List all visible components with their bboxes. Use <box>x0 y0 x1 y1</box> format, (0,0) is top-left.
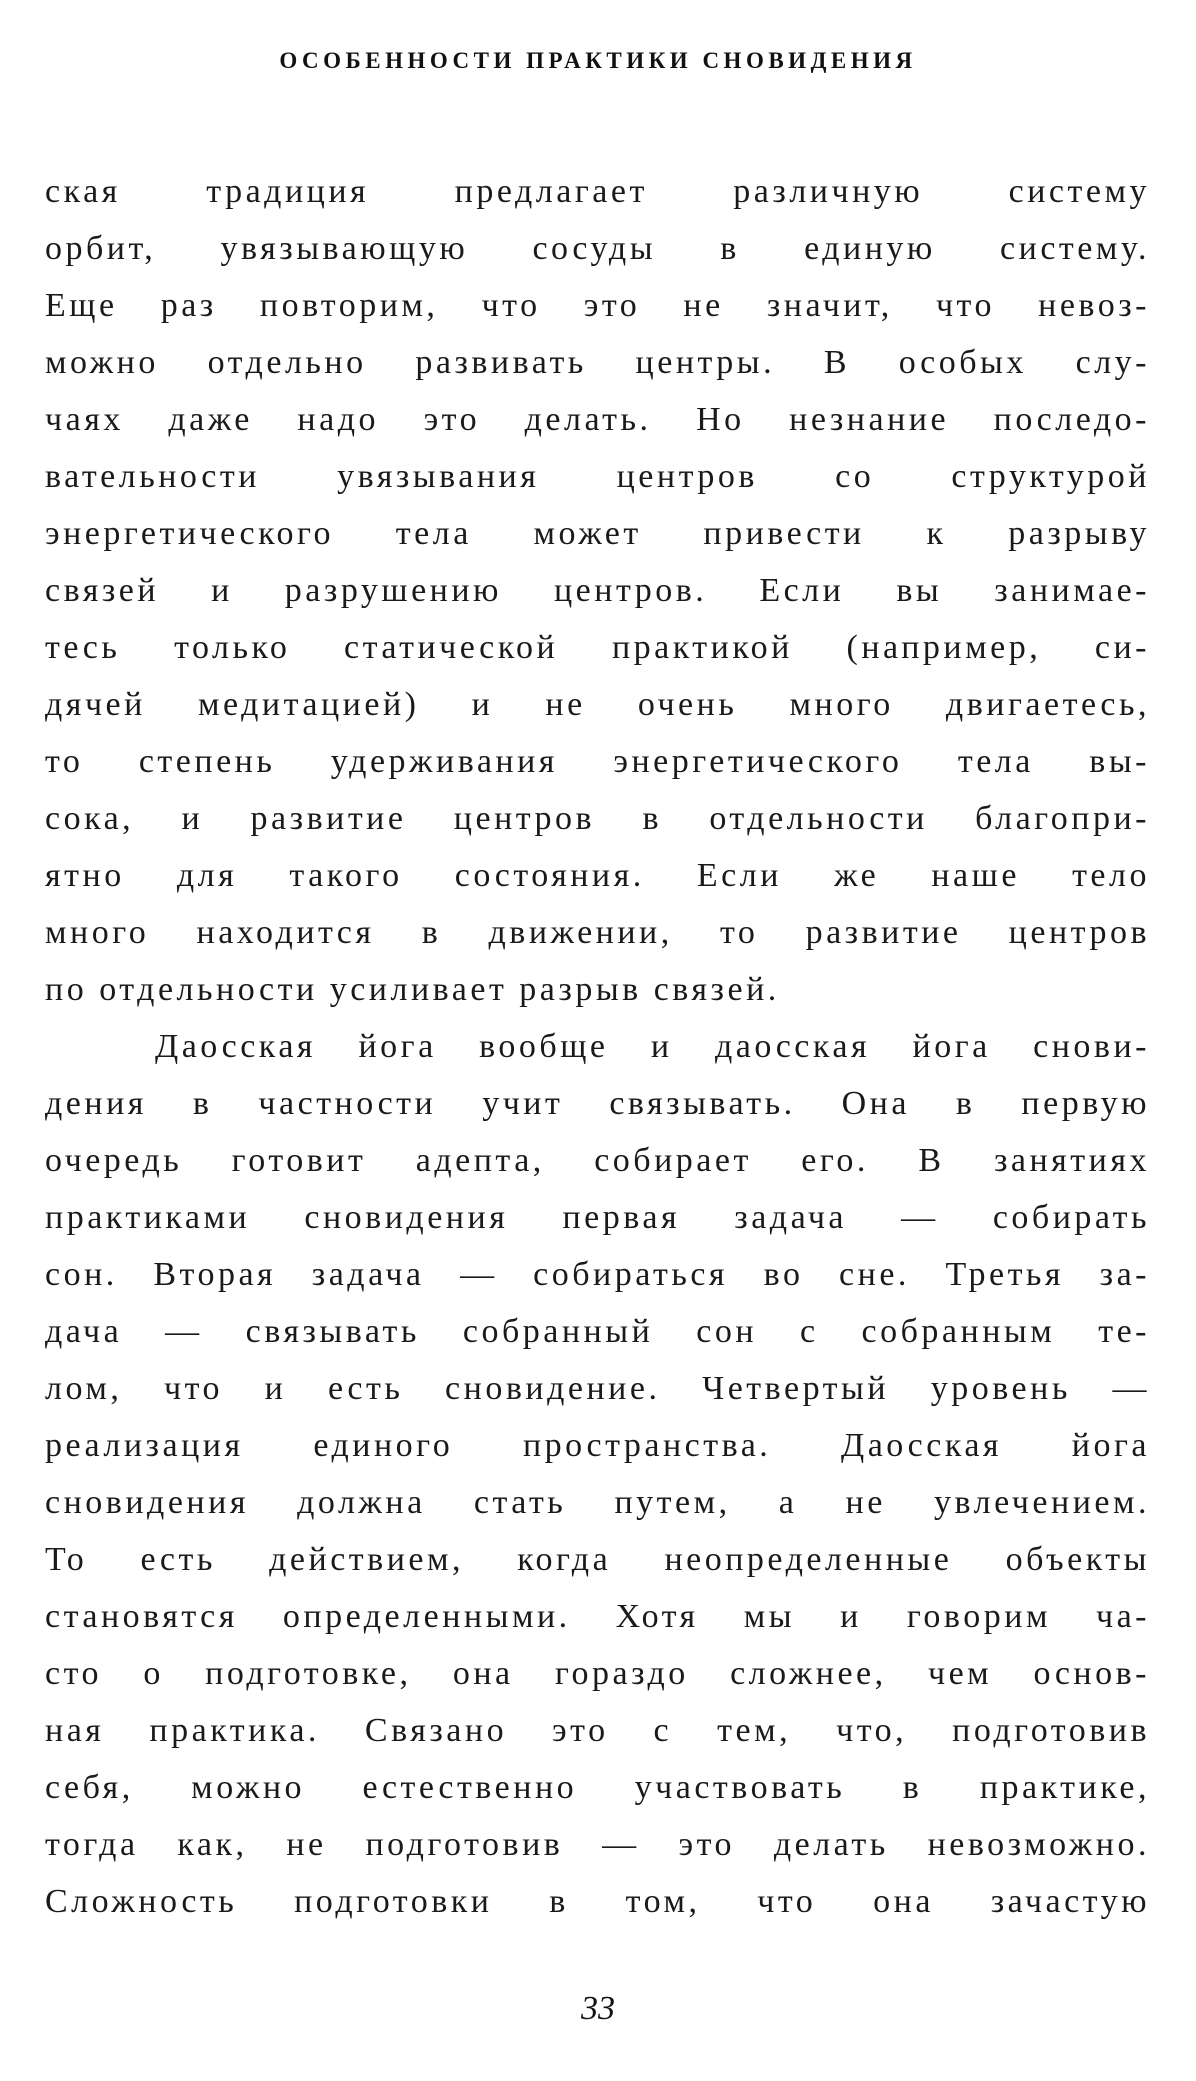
text-line: можно отдельно развивать центры. В особых слу- <box>45 344 1150 381</box>
running-head: ОСОБЕННОСТИ ПРАКТИКИ СНОВИДЕНИЯ <box>279 48 917 73</box>
body-text <box>45 163 1150 1930</box>
text-line: ная практика. Связано это с тем, что, подготовив <box>45 1712 1150 1749</box>
text-line: тесь только статической практикой (например, си- <box>45 629 1150 666</box>
text-line: сто о подготовке, она гораздо сложнее, чем основ- <box>45 1655 1150 1692</box>
text-line: ятно для такого состояния. Если же наше тело <box>45 857 1150 894</box>
text-line: очередь готовит адепта, собирает его. В занятиях <box>45 1142 1150 1179</box>
text-line: реализация единого пространства. Даосская йога <box>45 1427 1150 1464</box>
paragraph <box>45 1018 1150 1930</box>
text-line: практиками сновидения первая задача — собирать <box>45 1199 1150 1236</box>
text-line: орбит, увязывающую сосуды в единую систему. <box>45 230 1150 267</box>
text-line: становятся определенными. Хотя мы и говорим ча- <box>45 1598 1150 1635</box>
text-line: себя, можно естественно участвовать в практике, <box>45 1769 1150 1806</box>
text-line: Даосская йога вообще и даосская йога снови- <box>155 1028 1150 1065</box>
text-line: лом, что и есть сновидение. Четвертый уровень — <box>45 1370 1150 1407</box>
text-line: Еще раз повторим, что это не значит, что невоз- <box>45 287 1150 324</box>
paragraph <box>45 163 1150 1018</box>
text-line: то степень удерживания энергетического тела вы- <box>45 743 1150 780</box>
page-number: 33 <box>581 1990 615 2027</box>
text-line: чаях даже надо это делать. Но незнание последо- <box>45 401 1150 438</box>
text-line: вательности увязывания центров со структурой <box>45 458 1150 495</box>
text-line: сока, и развитие центров в отдельности благопри- <box>45 800 1150 837</box>
text-line: дячей медитацией) и не очень много двигаетесь, <box>45 686 1150 723</box>
text-line: дения в частности учит связывать. Она в первую <box>45 1085 1150 1122</box>
text-line: энергетического тела может привести к разрыву <box>45 515 1150 552</box>
text-line: ская традиция предлагает различную систему <box>45 173 1150 210</box>
text-line: То есть действием, когда неопределенные объекты <box>45 1541 1150 1578</box>
text-line: связей и разрушению центров. Если вы занимае- <box>45 572 1150 609</box>
text-line: Сложность подготовки в том, что она зачастую <box>45 1883 1150 1920</box>
text-line: по отдельности усиливает разрыв связей. <box>45 971 780 1008</box>
text-line: дача — связывать собранный сон с собранным те- <box>45 1313 1150 1350</box>
text-line: сновидения должна стать путем, а не увлечением. <box>45 1484 1150 1521</box>
text-line: много находится в движении, то развитие центров <box>45 914 1150 951</box>
text-line: сон. Вторая задача — собираться во сне. Третья за- <box>45 1256 1150 1293</box>
text-line: тогда как, не подготовив — это делать невозможно. <box>45 1826 1150 1863</box>
